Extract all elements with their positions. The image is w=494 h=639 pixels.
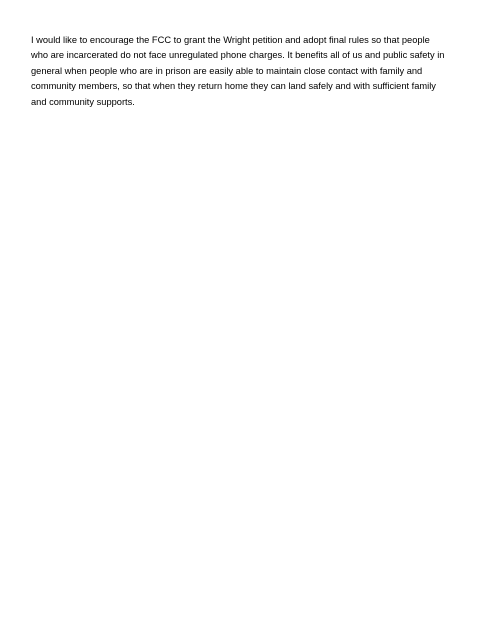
comment-paragraph: I would like to encourage the FCC to grant the Wright petition and adopt final rules so that people who are incarcerated do not face unregulated phone charges. It benefits all of us and public safety in general when people who are in prison are easily able to maintain close contact with family and community members, so that when they return home they can land safely and with sufficient family and community supports.	[31, 35, 445, 107]
